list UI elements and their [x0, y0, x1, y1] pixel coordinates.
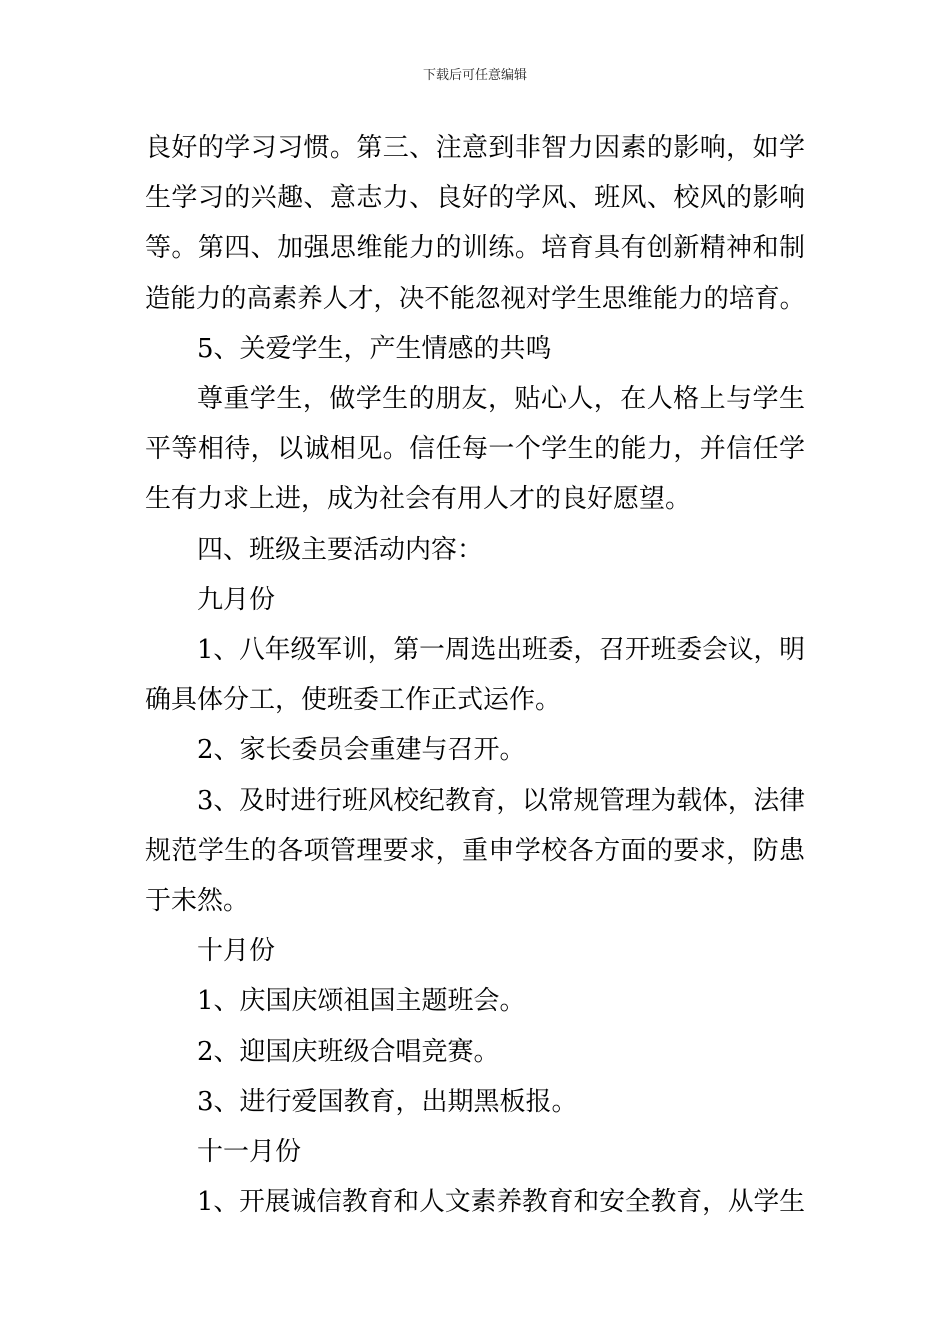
text-line: 1、八年级军训，第一周选出班委，召开班委会议，明 — [197, 635, 805, 665]
text-line: 良好的学习习惯。第三、注意到非智力因素的影响，如学 — [145, 133, 806, 163]
text-line: 平等相待，以诚相见。信任每一个学生的能力，并信任学 — [145, 434, 806, 465]
text-line: 四、班级主要活动内容： — [197, 534, 484, 565]
text-line: 于未然。 — [145, 886, 250, 916]
text-line: 2、家长委员会重建与召开。 — [197, 735, 526, 766]
text-line: 九月份 — [197, 584, 276, 615]
page-header: 下载后可任意编辑 — [422, 68, 527, 83]
text-line: 2、迎国庆班级合唱竞赛。 — [197, 1036, 500, 1067]
text-line: 等。第四、加强思维能力的训练。培育具有创新精神和制 — [145, 233, 806, 264]
text-line: 3、进行爱国教育，出期黑板报。 — [197, 1086, 578, 1117]
text-line: 1、庆国庆颂祖国主题班会。 — [197, 986, 526, 1017]
text-line: 生有力求上进，成为社会有用人才的良好愿望。 — [145, 484, 692, 515]
text-line: 确具体分工，使班委工作正式运作。 — [145, 685, 562, 716]
text-line: 十一月份 — [197, 1137, 302, 1167]
text-line: 1、开展诚信教育和人文素养教育和安全教育，从学生 — [197, 1187, 805, 1218]
text-line: 造能力的高素养人才，决不能忽视对学生思维能力的培育。 — [145, 283, 805, 314]
text-line: 十月份 — [197, 936, 276, 967]
text-line: 尊重学生，做学生的朋友，贴心人，在人格上与学生 — [197, 384, 806, 414]
text-line: 生学习的兴趣、意志力、良好的学风、班风、校风的影响 — [145, 183, 806, 214]
text-line: 5、关爱学生，产生情感的共鸣 — [197, 333, 552, 364]
text-line: 3、及时进行班风校纪教育，以常规管理为载体，法律 — [197, 785, 805, 816]
text-line: 规范学生的各项管理要求，重申学校各方面的要求，防患 — [145, 835, 806, 866]
